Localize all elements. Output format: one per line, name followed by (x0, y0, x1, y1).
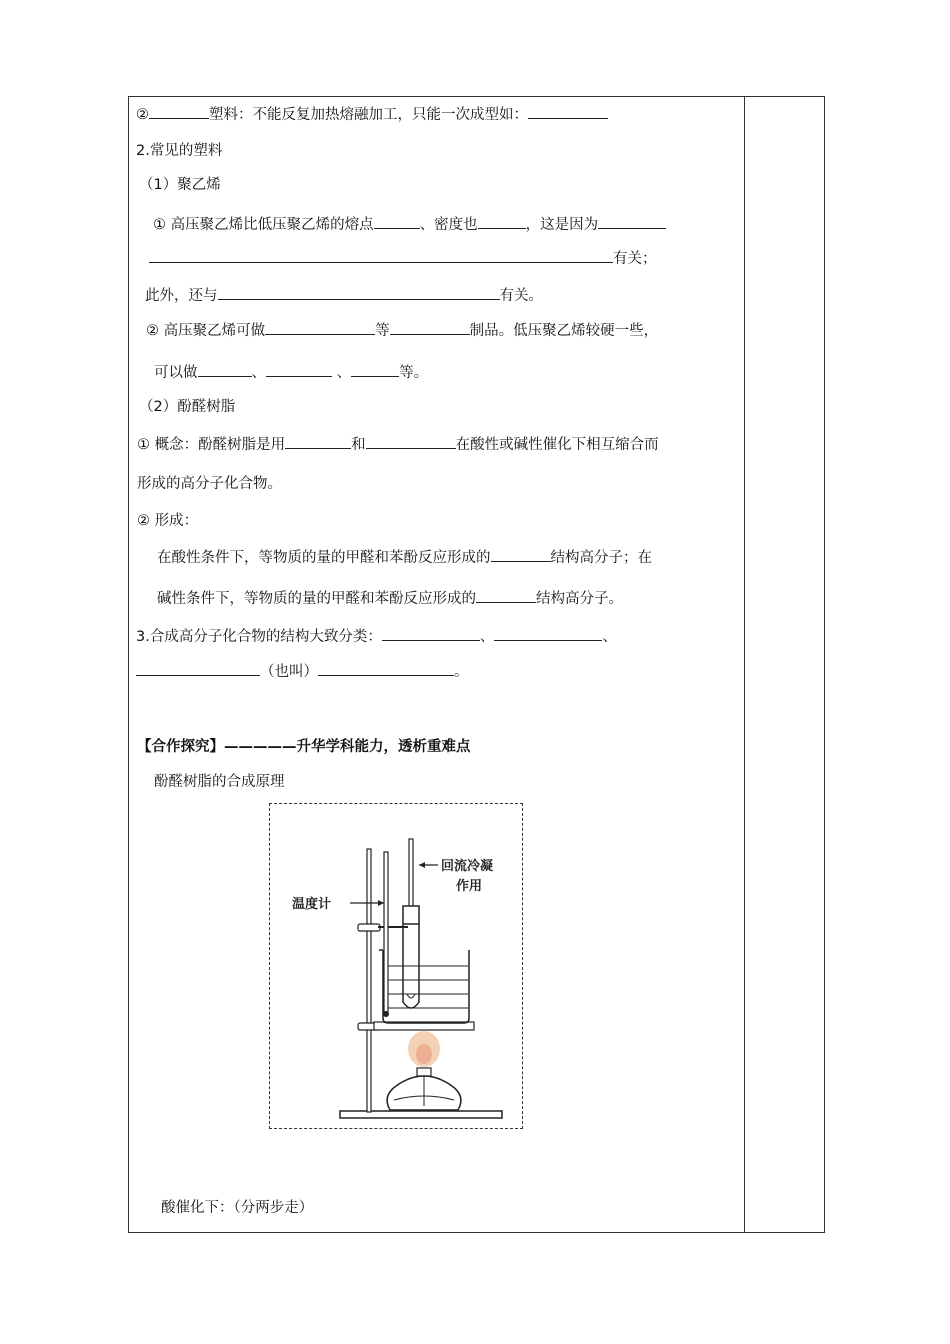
blank (390, 319, 470, 335)
line-thermoset: ② 塑料：不能反复加热熔融加工，只能一次成型如： (136, 103, 608, 125)
figure-caption: 酚醛树脂的合成原理 (154, 774, 285, 790)
label-condenser-1: 回流冷凝 (441, 859, 494, 874)
blank (149, 103, 209, 119)
blank (198, 361, 252, 377)
line-pe-3: 此外，还与 有关。 (145, 284, 543, 306)
label-condenser-2: 作用 (456, 879, 483, 894)
stand-rod (367, 849, 371, 1112)
stopper (403, 906, 419, 924)
line-structure-types: 3.合成高分子化合物的结构大致分类： 、 、 (136, 625, 617, 647)
blank (149, 247, 613, 263)
column-divider (744, 96, 745, 1233)
apparatus-figure (269, 803, 523, 1129)
blank (598, 213, 666, 229)
blank (382, 625, 480, 641)
blank (351, 361, 399, 377)
blank (494, 625, 602, 641)
blank (285, 433, 351, 449)
blank (366, 433, 456, 449)
line-pe-5: 可以做 、 、 等。 (154, 361, 428, 383)
blank (136, 660, 260, 676)
blank (218, 284, 500, 300)
section-heading-cooperative: 【合作探究】—————升华学科能力，透析重难点 (137, 739, 471, 755)
blank (476, 587, 536, 603)
line-pe-4: ② 高压聚乙烯可做 等 制品。低压聚乙烯较硬一些， (146, 319, 658, 341)
line-pr-formation: ② 形成： (137, 513, 199, 529)
thermometer (384, 852, 388, 1012)
beaker (383, 950, 469, 1023)
blank (266, 361, 332, 377)
blank (318, 660, 454, 676)
line-structure-types-2: （也叫） 。 (136, 660, 469, 682)
line-acid-catalysis: 酸催化下：（分两步走） (161, 1200, 314, 1216)
heading-phenolic-resin: （2）酚醛树脂 (139, 399, 236, 415)
blank (265, 319, 375, 335)
water-level-lines (384, 966, 468, 1008)
line-pe-2: 有关； (149, 247, 657, 269)
apparatus-diagram (270, 804, 524, 1130)
lamp-wick-holder (417, 1068, 431, 1076)
clamp-upper (358, 924, 380, 931)
line-pr-concept-2: 形成的高分子化合物。 (137, 476, 282, 492)
line-pe-1: ① 高压聚乙烯比低压聚乙烯的熔点 、密度也 ，这是因为 (153, 213, 666, 235)
blank (374, 213, 420, 229)
line-pr-acid: 在酸性条件下，等物质的量的甲醛和苯酚反应形成的 结构高分子；在 (157, 546, 652, 568)
label-thermometer: 温度计 (292, 897, 332, 912)
line-pr-concept: ① 概念：酚醛树脂是用 和 在酸性或碱性催化下相互缩合而 (137, 433, 659, 455)
heading-polyethylene: （1）聚乙烯 (139, 177, 221, 193)
blank (528, 103, 608, 119)
line-pr-base: 碱性条件下，等物质的量的甲醛和苯酚反应形成的 结构高分子。 (157, 587, 623, 609)
blank (491, 546, 551, 562)
heading-common-plastics: 2.常见的塑料 (136, 143, 223, 159)
stand-base (340, 1111, 502, 1118)
blank (478, 213, 526, 229)
